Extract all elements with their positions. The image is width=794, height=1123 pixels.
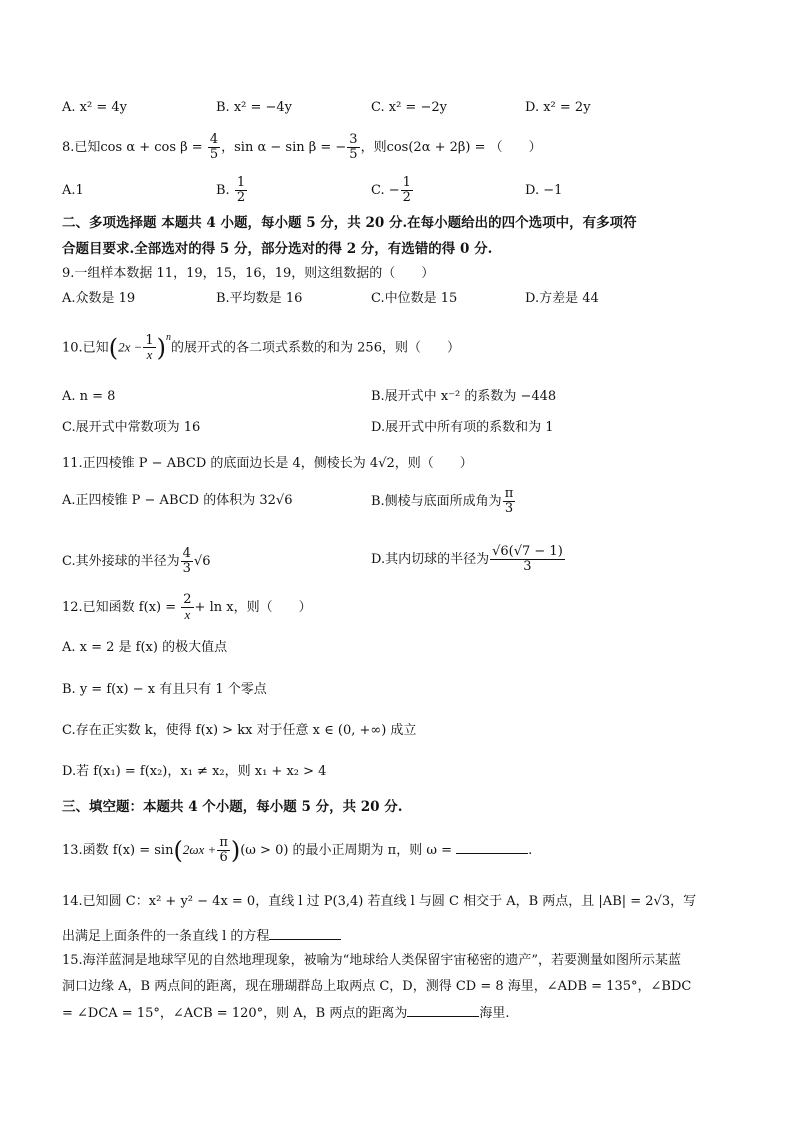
q7-option-b: B. x² = −4y (216, 100, 293, 115)
q11-option-a: A.正四棱锥 P − ABCD 的体积为 32√6 (62, 493, 293, 508)
q8-stem: 8.已知cos α + cos β = $\frac{4}{5}$ ，sin α − sin β = − $\frac{3}{5}$ ，则cos(2α + 2β) = （ ） (62, 132, 542, 162)
q10-option-d: D.展开式中所有项的系数和为 1 (371, 420, 554, 435)
q15-answer-blank[interactable] (407, 1004, 479, 1017)
q15-line3: = ∠DCA = 15°，∠ACB = 120°，则 A，B 两点的距离为 海里. (62, 1006, 510, 1021)
q12-option-a: A. x = 2 是 f(x) 的极大值点 (62, 640, 228, 655)
q14-line2: 出满足上面条件的一条直线 l 的方程 (62, 927, 341, 946)
q14-answer-blank[interactable] (269, 927, 341, 940)
q7-option-a: A. x² = 4y (62, 100, 127, 115)
q9-option-c: C.中位数是 15 (371, 291, 458, 306)
q11-option-b: B.侧棱与底面所成角为 $\frac{\pi}{3}$ (371, 486, 514, 516)
section2-header-line1: 二、多项选择题 本题共 4 小题，每小题 5 分，共 20 分.在每小题给出的四个选项中，有多项符 (62, 215, 637, 231)
q12-option-b: B. y = f(x) − x 有且只有 1 个零点 (62, 682, 267, 697)
q14-line1: 14.已知圆 C：x² + y² − 4x = 0，直线 l 过 P(3,4) 若直线 l 与圆 C 相交于 A，B 两点，且 |AB| = 2√3，写 (62, 894, 697, 909)
q10-option-a: A. n = 8 (62, 389, 116, 404)
section2-header-line2: 合题目要求.全部选对的得 5 分，部分选对的得 2 分，有选错的得 0 分. (62, 241, 493, 257)
q9-stem: 9.一组样本数据 11，19，15，16，19，则这组数据的（ ） (62, 266, 435, 281)
q12-stem: 12.已知函数 f(x) = $\frac{2}{x}$ + ln x，则（ ） (62, 592, 312, 622)
q8-option-c: C. − $\frac{1}{2}$ (371, 175, 411, 205)
q11-stem: 11.正四棱锥 P − ABCD 的底面边长是 4，侧棱长为 4√2，则（ ） (62, 456, 473, 471)
q7-option-c: C. x² = −2y (371, 100, 447, 115)
q10-option-b: B.展开式中 x⁻² 的系数为 −448 (371, 389, 557, 404)
q10-option-c: C.展开式中常数项为 16 (62, 420, 201, 435)
q8-option-b: B. $\frac{1}{2}$ (216, 175, 246, 205)
q13-stem: 13.函数 f(x) = sin(2ωx + $\frac{\pi}{6}$ )(ω > 0) 的最小正周期为 π，则 ω = . (62, 835, 533, 865)
section3-header: 三、填空题：本题共 4 个小题，每小题 5 分，共 20 分. (62, 799, 403, 815)
q13-answer-blank[interactable] (456, 841, 528, 854)
q9-option-b: B.平均数是 16 (216, 291, 303, 306)
q9-option-a: A.众数是 19 (62, 291, 136, 306)
q15-line1: 15.海洋蓝洞是地球罕见的自然地理现象，被喻为“地球给人类保留宇宙秘密的遗产”，若要测量如图所示某蓝 (62, 953, 681, 968)
q11-option-d: D.其内切球的半径为 $\frac{√6(√7 - 1)}{3}$ (371, 544, 563, 574)
q12-option-d: D.若 f(x₁) = f(x₂)，x₁ ≠ x₂，则 x₁ + x₂ > 4 (62, 764, 327, 779)
q7-option-d: D. x² = 2y (525, 100, 591, 115)
q12-option-c: C.存在正实数 k，使得 f(x) > kx 对于任意 x ∈ (0, +∞) 成立 (62, 723, 417, 738)
q15-line2: 洞口边缘 A，B 两点间的距离，现在珊瑚群岛上取两点 C，D，测得 CD = 8 海里，∠ADB = 135°，∠BDC (62, 979, 692, 994)
q8-option-d: D. −1 (525, 183, 563, 198)
q8-option-a: A.1 (62, 183, 84, 198)
q9-option-d: D.方差是 44 (525, 291, 599, 306)
q11-option-c: C.其外接球的半径为 $\frac{4}{3}$ √6 (62, 546, 211, 576)
q10-stem: 10.已知(2x − $\frac{1}{x}$ )$^n$的展开式的各二项式系数的和为 256，则（ ） (62, 332, 460, 363)
